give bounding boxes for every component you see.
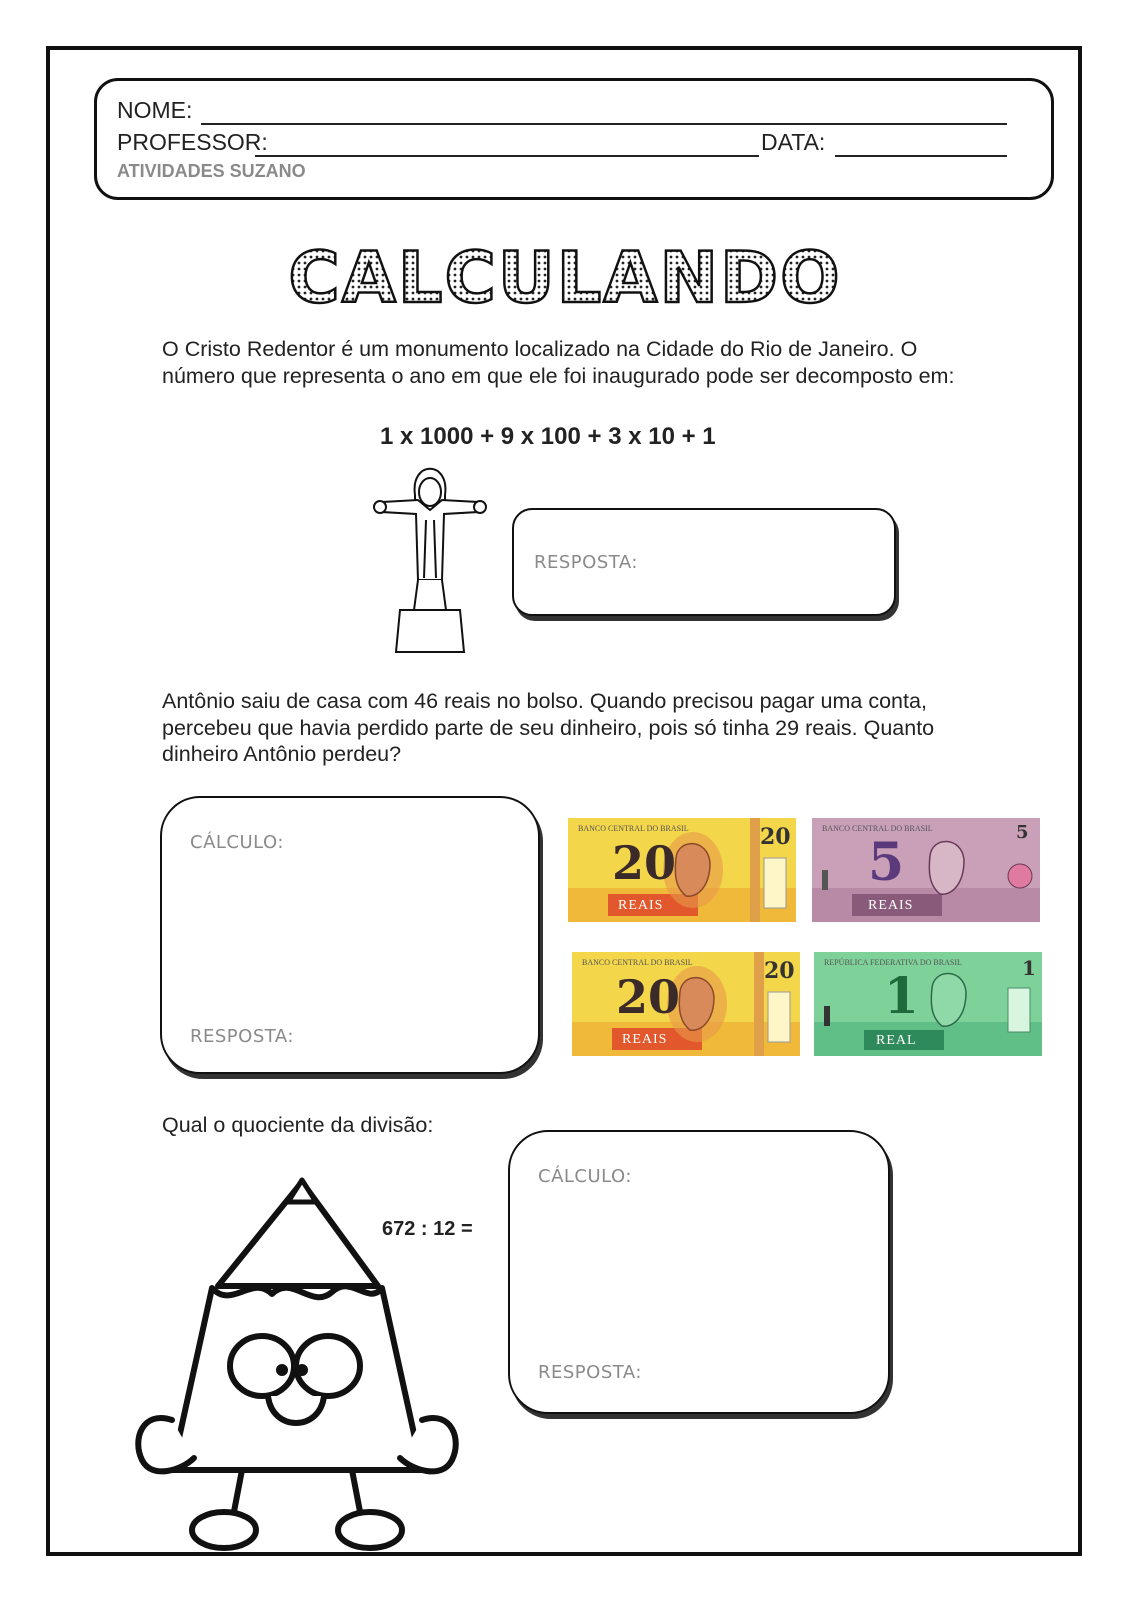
question3-work-box[interactable] <box>508 1130 890 1414</box>
christ-statue-illustration <box>370 450 490 660</box>
question2-work-box[interactable] <box>160 796 540 1074</box>
banknote-1-real: REPÚBLICA FEDERATIVA DO BRASIL 1 REAL 1 <box>814 952 1042 1056</box>
page-title <box>288 236 842 319</box>
question3-expression: 672 : 12 = <box>382 1218 473 1240</box>
date-label: DATA: <box>761 129 826 155</box>
question1-text: O Cristo Redentor é um monumento localizado na Cidade do Rio de Janeiro. O número que representa o ano em que ele foi inaugurado pode ser decomposto em: <box>162 337 955 388</box>
name-label: NOME: <box>117 97 193 123</box>
banknote-20-reais: BANCO CENTRAL DO BRASIL 20 REAIS 20 <box>568 818 796 922</box>
date-field[interactable] <box>835 155 1007 157</box>
title-text: CALCULANDO <box>288 237 842 319</box>
teacher-label: PROFESSOR: <box>117 129 268 155</box>
student-header <box>94 78 1054 200</box>
question1-answer-label: RESPOSTA: <box>534 552 638 573</box>
name-field[interactable] <box>201 123 1007 125</box>
teacher-field[interactable] <box>255 155 759 157</box>
question3-answer-label: RESPOSTA: <box>538 1362 642 1383</box>
question2-answer-label: RESPOSTA: <box>190 1026 294 1047</box>
question3-text: Qual o quociente da divisão: <box>162 1113 434 1137</box>
question2-text: Antônio saiu de casa com 46 reais no bolso. Quando precisou pagar uma conta, percebeu que havia perdido parte de seu dinheiro, pois só tinha 29 reais. Quanto dinheiro Antônio perdeu? <box>162 689 935 766</box>
banknote-5-reais: BANCO CENTRAL DO BRASIL 5 REAIS 5 <box>812 818 1040 922</box>
school-name: ATIVIDADES SUZANO <box>117 161 306 181</box>
banknote-20-reais-2: BANCO CENTRAL DO BRASIL 20 REAIS 20 <box>572 952 800 1056</box>
question1-expression: 1 x 1000 + 9 x 100 + 3 x 10 + 1 <box>380 423 716 450</box>
pencil-character-illustration <box>132 1170 462 1560</box>
question2-calc-label: CÁLCULO: <box>190 832 284 853</box>
question3-calc-label: CÁLCULO: <box>538 1166 632 1187</box>
question1-answer-box[interactable] <box>512 508 896 616</box>
